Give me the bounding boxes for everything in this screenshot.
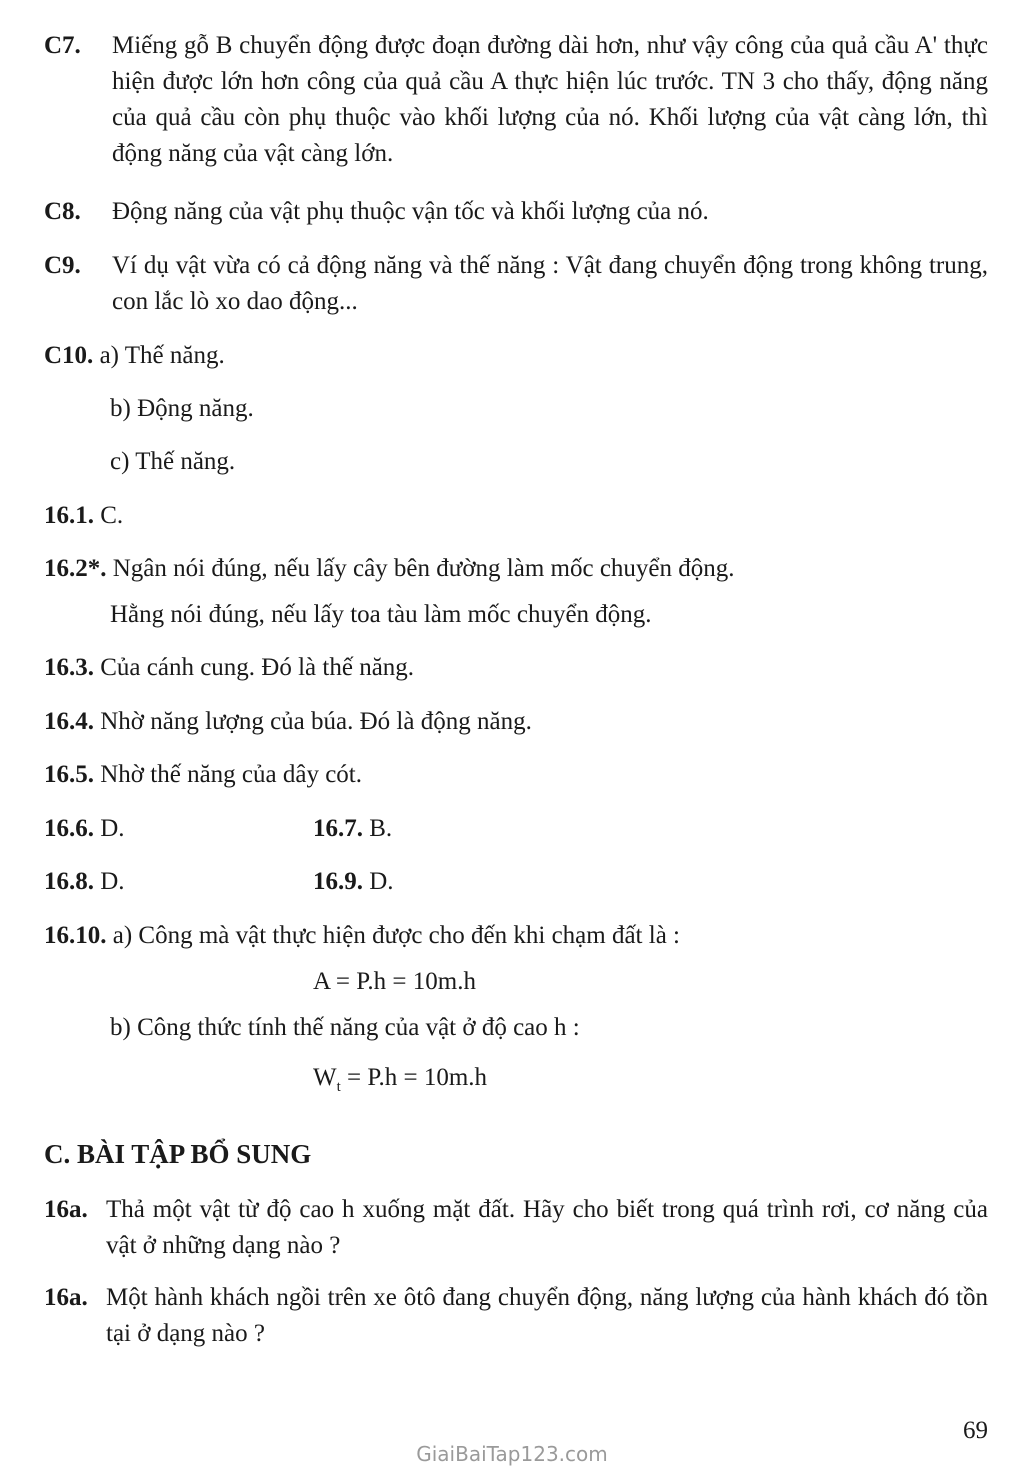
answer-text: Nhờ năng lượng của búa. Đó là động năng. bbox=[100, 708, 532, 735]
answer-text: D. bbox=[100, 815, 125, 842]
watermark: GiaiBaiTap123.com bbox=[416, 1442, 608, 1466]
answer-text: B. bbox=[369, 815, 393, 842]
formula-potential-energy bbox=[313, 1060, 487, 1096]
answer-16-10-b: b) Công thức tính thế năng của vật ở độ cao h : bbox=[110, 1014, 580, 1041]
answer-number: 16.1. bbox=[44, 502, 94, 529]
answer-16-8 bbox=[44, 864, 988, 900]
exercise-number: 16a. bbox=[44, 1284, 88, 1311]
answer-16-5 bbox=[44, 757, 988, 793]
answer-text: Của cánh cung. Đó là thế năng. bbox=[100, 654, 415, 681]
answer-number: C10. bbox=[44, 342, 94, 369]
answer-number: 16.8. bbox=[44, 868, 94, 895]
answer-c7 bbox=[44, 28, 988, 172]
answer-text: Ngân nói đúng, nếu lấy cây bên đường làm mốc chuyển động. bbox=[112, 555, 735, 582]
answer-16-10 bbox=[44, 918, 988, 954]
exercise-text: Thả một vật từ độ cao h xuống mặt đất. Hãy cho biết trong quá trình rơi, cơ năng của vật ở những dạng nào ? bbox=[106, 1196, 988, 1259]
answer-16-7 bbox=[313, 811, 392, 847]
formula-rest: = P.h = 10m.h bbox=[340, 1064, 488, 1091]
answer-c10 bbox=[44, 338, 988, 374]
exercise-number: 16a. bbox=[44, 1196, 88, 1223]
formula-symbol: W bbox=[313, 1064, 337, 1091]
answer-number: 16.9. bbox=[313, 868, 363, 895]
formula-subscript: t bbox=[336, 1079, 341, 1095]
answer-16-4 bbox=[44, 704, 988, 740]
answer-16-10-a: a) Công mà vật thực hiện được cho đến khi chạm đất là : bbox=[112, 922, 680, 949]
answer-16-9 bbox=[313, 864, 394, 900]
answer-text: D. bbox=[100, 868, 125, 895]
answer-text: C. bbox=[100, 502, 124, 529]
answer-number: 16.4. bbox=[44, 708, 94, 735]
answer-text: Ví dụ vật vừa có cả động năng và thế năng : Vật đang chuyển động trong không trung, con lắc lò xo dao động... bbox=[112, 252, 988, 315]
extra-exercise bbox=[44, 1192, 988, 1264]
answer-number: C7. bbox=[44, 32, 81, 59]
answer-16-1 bbox=[44, 498, 988, 534]
answer-number: 16.3. bbox=[44, 654, 94, 681]
answer-c9 bbox=[44, 248, 988, 320]
answer-16-6 bbox=[44, 811, 988, 847]
section-heading: C. BÀI TẬP BỔ SUNG bbox=[44, 1139, 312, 1169]
answer-text: Miếng gỗ B chuyển động được đoạn đường dài hơn, như vậy công của quả cầu A' thực hiện được lớn hơn công của quả cầu A thực hiện lúc trước. TN 3 cho thấy, động năng của quả cầu còn phụ thuộc vào khối lượng của nó. Khối lượng của vật càng lớn, thì động năng của vật càng lớn. bbox=[112, 32, 988, 167]
answer-number: C8. bbox=[44, 198, 81, 225]
answer-number: 16.6. bbox=[44, 815, 94, 842]
answer-c10-a: a) Thế năng. bbox=[99, 342, 225, 369]
exercise-text: Một hành khách ngồi trên xe ôtô đang chuyển động, năng lượng của hành khách đó tồn tại ở dạng nào ? bbox=[106, 1284, 988, 1347]
formula-work: A = P.h = 10m.h bbox=[313, 968, 476, 995]
answer-number: 16.5. bbox=[44, 761, 94, 788]
page-number: 69 bbox=[963, 1417, 988, 1444]
extra-exercise bbox=[44, 1280, 988, 1352]
answer-16-2-line2: Hằng nói đúng, nếu lấy toa tàu làm mốc chuyển động. bbox=[110, 601, 652, 628]
answer-16-3 bbox=[44, 650, 988, 686]
answer-c8 bbox=[44, 194, 988, 230]
answer-number: 16.7. bbox=[313, 815, 363, 842]
answer-number: 16.10. bbox=[44, 922, 107, 949]
answer-number: 16.2*. bbox=[44, 555, 107, 582]
answer-number: C9. bbox=[44, 252, 81, 279]
answer-text: Động năng của vật phụ thuộc vận tốc và khối lượng của nó. bbox=[112, 198, 709, 225]
answer-16-2 bbox=[44, 551, 988, 587]
answer-text: Nhờ thế năng của dây cót. bbox=[100, 761, 362, 788]
answer-text: D. bbox=[369, 868, 394, 895]
answer-c10-c: c) Thế năng. bbox=[110, 448, 236, 475]
answer-c10-b: b) Động năng. bbox=[110, 395, 254, 422]
